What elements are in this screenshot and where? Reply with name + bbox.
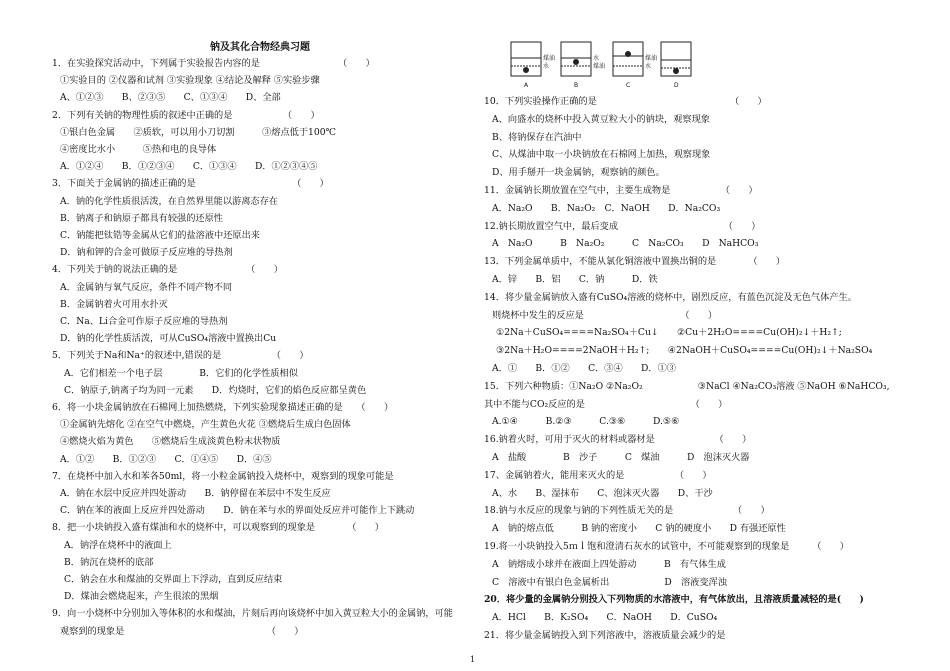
right-text-line: A 钠熔成小球并在液面上四处游动 B 有气体生成 (492, 558, 726, 570)
left-text-line: C．钠会在水和煤油的交界面上下浮动，直到反应结束 (64, 574, 283, 585)
right-text-line: 其中不能与CO₂反应的是 （ ） (484, 398, 728, 410)
left-text-line: 5．下列关于Na和Na⁺的叙述中,错误的是 （ ） (52, 350, 309, 362)
left-text-line: A．钠在水层中反应并四处游动 B．钠停留在苯层中不发生反应 (60, 488, 331, 499)
left-text-line: 3．下面关于金属钠的描述正确的是 （ ） (52, 178, 329, 190)
left-text-line: D．钠的化学性质活泼，可从CuSO₄溶液中置换出Cu (60, 333, 277, 345)
right-text-line: A Na₂O B Na₂O₂ C Na₂CO₃ D NaHCO₃ (492, 238, 759, 250)
beaker-a (511, 42, 541, 76)
right-text-line: 20．将少量的金属钠分别投入下列物质的水溶液中，有气体放出，且溶液质量减轻的是( ) (484, 594, 864, 606)
left-text-line: D．煤油会燃烧起来，产生很浓的黑烟 (64, 591, 219, 603)
right-text-line: A．① B．①② C．③④ D．①③ (492, 363, 676, 374)
left-text-line: ④燃烧火焰为黄色 ⑤燃烧后生成淡黄色粉末状物质 (60, 436, 281, 448)
left-text-line: C．Na、Li合金可作原子反应堆的导热剂 (60, 316, 228, 327)
right-text-line: 11．金属钠长期放置在空气中，主要生成物是 （ ） (484, 185, 758, 196)
right-text-line: A、水 B、湿抹布 C、泡沫灭火器 D、干沙 (492, 487, 713, 499)
left-text-line: 8．把一小块钠投入盛有煤油和水的烧杯中，可以观察到的现象是 （ ） (52, 522, 384, 534)
beaker-figure (509, 38, 694, 90)
right-text-line: 19.将一小块钠投入5ｍｌ饱和澄清石灰水的试管中，不可能观察到的现象是 （ ） (484, 541, 849, 552)
right-text-line: A、向盛水的烧杯中投入黄豆粒大小的钠块，观察现象 (492, 113, 710, 125)
label-kerosene-c: 煤油 (645, 55, 658, 62)
beaker-b (561, 42, 591, 76)
label-water-c: 水 (645, 63, 652, 70)
right-text-line: ③2Na＋H₂O====2NaOH＋H₂↑; ④2NaOH＋CuSO₄====Cu(OH)₂↓＋Na₂SO₄ (496, 345, 873, 357)
left-text-line: ④密度比水小 ⑤热和电的良导体 (60, 144, 217, 155)
right-text-line: 则烧杯中发生的反应是 （ ） (492, 309, 718, 321)
right-text-line: 15．下列六种物质：①Na₂O ②Na₂O₂ ③NaCl ④Na₂CO₃溶液 ⑤NaOH ⑥NaHCO₃, (484, 380, 890, 392)
left-text-line: A．金属钠与氧气反应，条件不同产物不同 (60, 281, 233, 293)
label-water-b: 水 (593, 55, 600, 62)
right-text-line: ①2Na＋CuSO₄====Na₂SO₄＋Cu↓ ②Cu＋2H₂O====Cu(OH)₂↓＋H₂↑; (496, 327, 842, 339)
right-text-line: C、从煤油中取一小块钠放在石棉网上加热，观察现象 (492, 149, 711, 161)
left-text-line: 观察到的现象是 （ ） (60, 625, 304, 637)
right-text-line: 18.钠与水反应的现象与钠的下列性质无关的是 （ ） (484, 505, 770, 517)
left-text-line: 4．下列关于钠的说法正确的是 （ ） (52, 264, 283, 276)
right-text-line: A．锌 B．铝 C．钠 D．铁 (492, 274, 658, 285)
label-kerosene-b: 煤油 (593, 63, 606, 70)
left-text-line: B．钠沉在烧杯的底部 (64, 556, 154, 568)
left-text-line: ①金属钠先熔化 ②在空气中燃烧，产生黄色火花 ③燃烧后生成白色固体 (60, 419, 351, 431)
page-number: 1 (470, 655, 476, 664)
label-water-a: 水 (543, 63, 550, 70)
left-text-line: B．钠离子和钠原子都具有较强的还原性 (60, 212, 223, 224)
right-text-line: 16.钠着火时，可用于灭火的材料或器材是 （ ） (484, 434, 752, 446)
letter-c: C (626, 82, 631, 89)
right-text-line: A.①④ B.②③ C.③⑥ D.⑤⑥ (492, 416, 680, 428)
right-text-line: A．Na₂O B．Na₂O₂ C．NaOH D．Na₂CO₃ (492, 202, 721, 214)
left-text-line: A．①② B．①②③ C．①④⑤ D．④⑤ (60, 453, 272, 465)
left-text-line: D．钠和钾的合金可做原子反应堆的导热剂 (60, 247, 233, 259)
right-text-line: 21．将少量金属钠投入到下列溶液中，溶液质量会减少的是 (484, 630, 726, 641)
left-text-line: C．钠能把钛锆等金属从它们的盐溶液中还原出来 (60, 230, 260, 241)
left-text-line: 2．下列有关钠的物理性质的叙述中正确的是 （ ） (52, 109, 320, 121)
beaker-c (613, 42, 643, 76)
page-title: 钠及其化合物经典习题 (210, 42, 310, 53)
right-text-line: A 盐酸 B 沙子 C 煤油 D 泡沫灭火器 (492, 452, 750, 463)
left-text-line: A．钠的化学性质很活泼，在自然界里能以游离态存在 (60, 195, 278, 207)
left-text-line: ①银白色金属 ②质软，可以用小刀切割 ③熔点低于100℃ (60, 126, 336, 138)
beaker-d (661, 42, 691, 76)
right-text-line: 14．将少量金属钠放入盛有CuSO₄溶液的烧杯中，剧烈反应，有蓝色沉淀及无色气体产生。 (484, 291, 857, 303)
left-text-line: 7．在烧杯中加入水和苯各50ml，将一小粒金属钠投入烧杯中，观察到的现象可能是 (52, 470, 394, 482)
right-text-line: 17、金属钠着火，能用来灭火的是 （ ） (484, 469, 712, 481)
left-text-line: A．它们相差一个电子层 B．它们的化学性质相似 (64, 367, 298, 379)
left-text-line: B．金属钠着火可用水扑灭 (60, 298, 168, 310)
right-text-line: A．HCl B．K₂SO₄ C．NaOH D．CuSO₄ (492, 612, 718, 624)
left-text-line: C．钠原子,钠离子均为同一元素 D．灼烧时，它们的焰色反应都呈黄色 (64, 384, 367, 396)
letter-d: D (674, 82, 679, 89)
letter-a: A (524, 82, 529, 89)
right-text-line: B、将钠保存在汽油中 (492, 131, 582, 143)
label-kerosene-a: 煤油 (543, 55, 556, 62)
left-text-line: 1．在实验探究活动中，下列属于实验报告内容的是 （ ） (52, 58, 375, 69)
right-text-line: 13．下列金属单质中，不能从氯化铜溶液中置换出铜的是 （ ） (484, 256, 786, 268)
letter-b: B (574, 82, 579, 89)
right-text-line: C 溶液中有银白色金属析出 D 溶液变浑浊 (492, 576, 727, 588)
right-text-line: 10．下列实验操作正确的是 （ ） (484, 96, 767, 107)
left-text-line: ①实验目的 ②仪器和试剂 ③实验现象 ④结论及解释 ⑤实验步骤 (60, 75, 320, 87)
right-text-line: 12.钠长期放置空气中，最后变成 （ ） (484, 220, 761, 232)
left-text-line: A．钠浮在烧杯中的液面上 (64, 539, 172, 551)
left-text-line: C．钠在苯的液面上反应并四处游动 D．钠在苯与水的界面处反应并可能作上下跳动 (60, 505, 415, 517)
left-text-line: 6．将一小块金属钠放在石棉网上加热燃烧，下列实验现象描述正确的是 （ ） (52, 402, 394, 413)
right-text-line: A 钠的熔点低 B 钠的密度小 C 钠的硬度小 D 有强还原性 (492, 523, 786, 535)
right-text-line: D、用手掰开一块金属钠，观察钠的颜色。 (492, 167, 665, 179)
left-text-line: 9．向一小烧杯中分别加入等体积的水和煤油，片刻后再向该烧杯中加入黄豆粒大小的金属钠，可能 (52, 608, 453, 620)
left-text-line: A．①②④ B．①②③④ C．①③④ D．①②③④⑤ (60, 161, 318, 173)
left-text-line: A、①②③ B、②③⑤ C、①③④ D、全部 (60, 92, 281, 104)
